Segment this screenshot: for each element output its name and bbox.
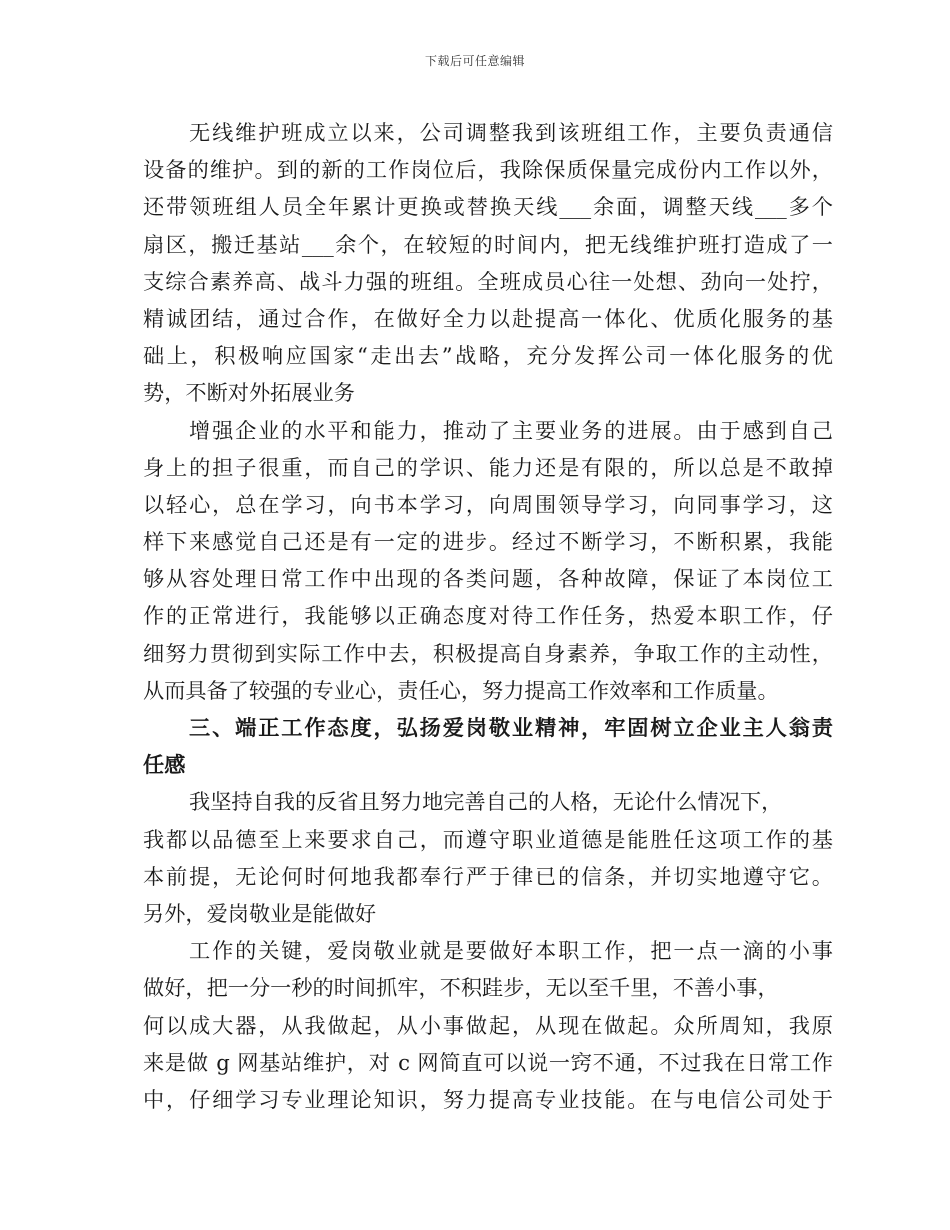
paragraph-line: 本前提，无论何时何地我都奉行严于律已的信条，并切实地遵守它。 bbox=[143, 863, 833, 889]
paragraph-line: 我都以品德至上来要求自己，而遵守职业道德是能胜任这项工作的基 bbox=[143, 826, 833, 852]
paragraph-line: 样下来感觉自己还是有一定的进步。经过不断学习，不断积累，我能 bbox=[143, 529, 833, 555]
paragraph-line: 础上，积极响应国家“走出去”战略，充分发挥公司一体化服务的优 bbox=[143, 343, 833, 369]
download-note: 下载后可任意编辑 bbox=[424, 54, 525, 68]
paragraph-line: 以轻心，总在学习，向书本学习，向周围领导学习，向同事学习，这 bbox=[143, 491, 833, 517]
paragraph-line: 够从容处理日常工作中出现的各类问题，各种故障，保证了本岗位工 bbox=[143, 566, 833, 592]
paragraph-line: 势，不断对外拓展业务 bbox=[143, 380, 355, 406]
paragraph-line: 从而具备了较强的专业心，责任心，努力提高工作效率和工作质量。 bbox=[143, 677, 779, 703]
paragraph-line: 我坚持自我的反省且努力地完善自己的人格，无论什么情况下， bbox=[189, 789, 783, 815]
paragraph-line: 何以成大器，从我做起，从小事做起，从现在做起。众所周知，我原 bbox=[143, 1012, 833, 1038]
paragraph-line: 中，仔细学习专业理论知识，努力提高专业技能。在与电信公司处于 bbox=[143, 1086, 833, 1112]
paragraph-line: 作的正常进行，我能够以正确态度对待工作任务，热爱本职工作，仔 bbox=[143, 603, 833, 629]
document-body bbox=[143, 114, 833, 1118]
paragraph-line: 还带领班组人员全年累计更换或替换天线___余面，调整天线___多个 bbox=[143, 194, 833, 220]
paragraph-line: 工作的关键，爱岗敬业就是要做好本职工作，把一点一滴的小事 bbox=[189, 938, 833, 964]
paragraph-line: 精诚团结，通过合作，在做好全力以赴提高一体化、优质化服务的基 bbox=[143, 305, 833, 331]
paragraph-line: 细努力贯彻到实际工作中去，积极提高自身素养，争取工作的主动性， bbox=[143, 640, 833, 666]
paragraph-line: 做好，把一分一秒的时间抓牢，不积跬步，无以至千里，不善小事， bbox=[143, 975, 779, 1001]
paragraph-line: 身上的担子很重，而自己的学识、能力还是有限的，所以总是不敢掉 bbox=[143, 454, 833, 480]
paragraph-line: 增强企业的水平和能力，推动了主要业务的进展。由于感到自己 bbox=[189, 417, 833, 443]
paragraph-line: 另外，爱岗敬业是能做好 bbox=[143, 900, 377, 926]
paragraph-line: 扇区，搬迁基站___余个，在较短的时间内，把无线维护班打造成了一 bbox=[143, 231, 833, 257]
paragraph-line: 设备的维护。到的新的工作岗位后，我除保质保量完成份内工作以外， bbox=[143, 157, 833, 183]
section-heading: 任感 bbox=[143, 752, 186, 778]
section-heading: 三、端正工作态度，弘扬爱岗敬业精神，牢固树立企业主人翁责 bbox=[189, 715, 833, 740]
paragraph-line: 支综合素养高、战斗力强的班组。全班成员心往一处想、劲向一处拧， bbox=[143, 268, 833, 294]
paragraph-line: 来是做 g 网基站维护，对 c 网简直可以说一窍不通，不过我在日常工作 bbox=[143, 1049, 833, 1075]
paragraph-line: 无线维护班成立以来，公司调整我到该班组工作，主要负责通信 bbox=[189, 120, 833, 145]
